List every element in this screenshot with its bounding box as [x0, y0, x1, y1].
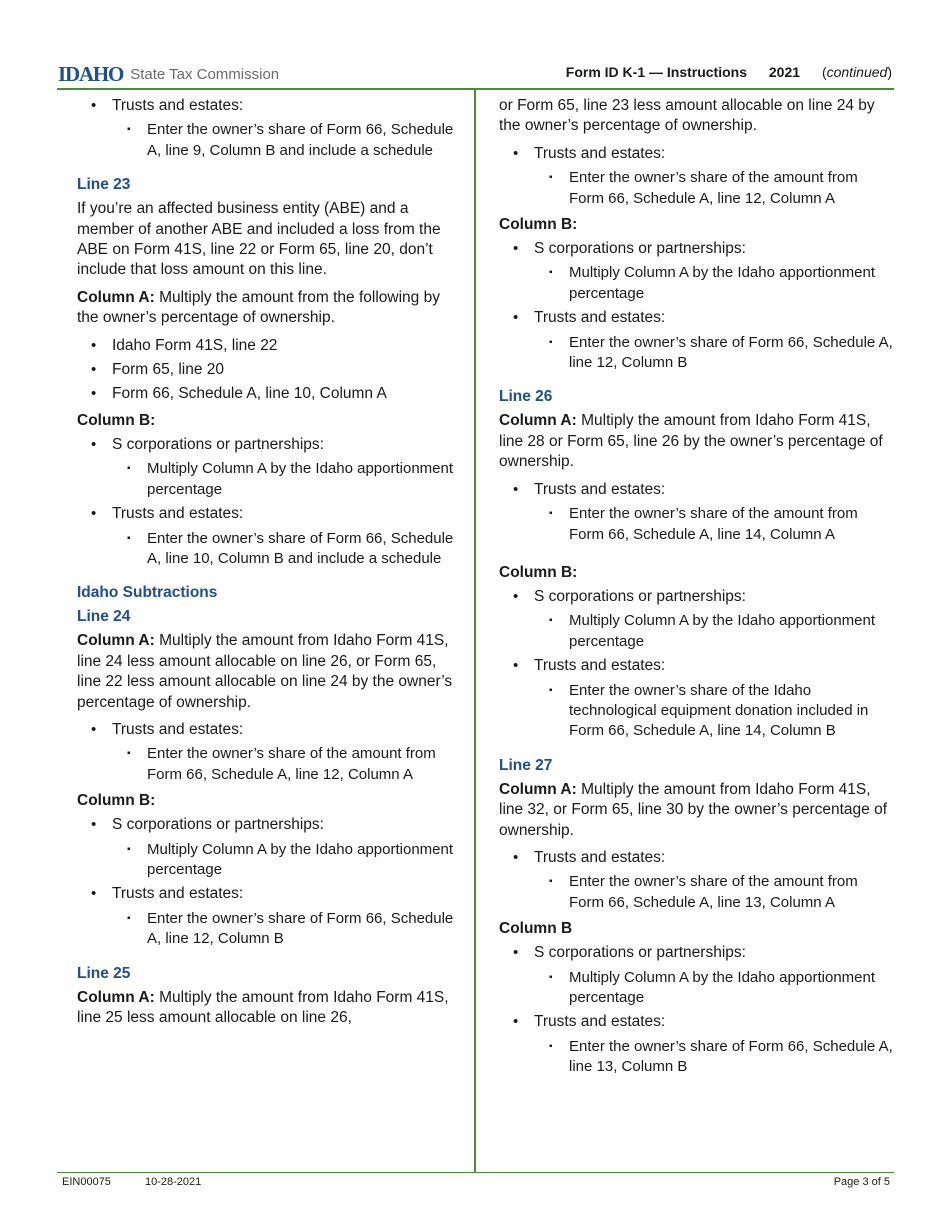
sub-list-item: ▪ Enter the owner’s share of Form 66, Schedule A, line 12, Column B: [549, 333, 893, 372]
line-26-column-a: Column A: Multiply the amount from Idaho Form 41S, line 28 or Form 65, line 26 by the owner’s percentage of ownership.: [499, 412, 883, 471]
page-header: [58, 60, 892, 88]
sub-list-item: ▪ Enter the owner’s share of the Idaho technological equipment donation included in Form 66, Schedule A, line 14, Column B: [549, 681, 869, 740]
continued-label: (continued): [821, 64, 892, 80]
sub-list-item: ▪ Enter the owner’s share of Form 66, Schedule A, line 12, Column B: [127, 909, 454, 948]
line-25-heading: Line 25: [77, 964, 131, 982]
list-item: • Trusts and estates: ▪ Enter the owner’s share of Form 66, Schedule A, line 12, Column B: [499, 308, 894, 373]
list-item: • Trusts and estates: ▪ Enter the owner’s share of Form 66, Schedule A, line 13, Column B: [499, 1012, 894, 1077]
form-title: Form ID K-1 — Instructions: [565, 64, 747, 80]
list-item: • Trusts and estates: ▪ Enter the owner’s share of the amount from Form 66, Schedule A, line 14, Column A: [499, 480, 894, 545]
sub-list-item: ▪ Enter the owner’s share of the amount from Form 66, Schedule A, line 13, Column A: [549, 873, 858, 911]
form-title-block: [566, 64, 892, 80]
line-27-column-a: Column A: Multiply the amount from Idaho Form 41S, line 32, or Form 65, line 30 by the owner’s percentage of ownership.: [499, 780, 888, 839]
footer-rule: [57, 1172, 894, 1173]
line-27-column-b: Column B: [499, 920, 573, 938]
line-23-heading: Line 23: [77, 176, 131, 194]
sub-list-item: ▪ Multiply Column A by the Idaho apportionment percentage: [549, 612, 876, 650]
list-item: • S corporations or partnerships: ▪ Multiply Column A by the Idaho apportionment percentage: [499, 587, 894, 652]
form-code: EIN00075: [62, 1176, 111, 1188]
revision-date: 10-28-2021: [145, 1176, 202, 1188]
idaho-subtractions-heading: Idaho Subtractions: [77, 584, 218, 602]
list-item: • S corporations or partnerships: ▪ Multiply Column A by the Idaho apportionment percentage: [77, 435, 455, 500]
page-number: Page 3 of 5: [833, 1176, 890, 1188]
line-24-column-b: Column B:: [77, 792, 156, 810]
sub-list-item: ▪ Enter the owner’s share of the amount from Form 66, Schedule A, line 12, Column A: [127, 745, 436, 783]
right-column: [499, 96, 894, 1082]
sub-list-item: ▪ Enter the owner’s share of Form 66, Schedule A, line 13, Column B: [549, 1037, 893, 1076]
list-item: • Trusts and estates: ▪ Enter the owner’s share of Form 66, Schedule A, line 9, Column B and include a schedule: [77, 96, 455, 161]
line-23-column-a: Column A: Multiply the amount from the following by the owner’s percentage of ownership.: [77, 288, 440, 327]
sub-list-item: ▪ Enter the owner’s share of the amount from Form 66, Schedule A, line 14, Column A: [549, 505, 858, 543]
sub-list-item: ▪ Enter the owner’s share of Form 66, Schedule A, line 10, Column B and include a schedule: [127, 529, 454, 567]
list-item: • S corporations or partnerships: ▪ Multiply Column A by the Idaho apportionment percentage: [499, 943, 894, 1008]
sub-list-item: ▪ Multiply Column A by the Idaho apportionment percentage: [127, 460, 454, 498]
sub-list-item: ▪ Multiply Column A by the Idaho apportionment percentage: [549, 968, 876, 1006]
sub-list-item: ▪ Enter the owner’s share of Form 66, Schedule A, line 9, Column B and include a schedule: [127, 121, 454, 159]
sub-list-item: ▪ Enter the owner’s share of the amount from Form 66, Schedule A, line 12, Column A: [549, 169, 858, 207]
list-item: • Form 66, Schedule A, line 10, Column A: [91, 385, 387, 403]
line-25-column-b: Column B:: [499, 216, 578, 234]
line-25-continued: or Form 65, line 23 less amount allocable on line 24 by the owner’s percentage of ownership.: [499, 97, 875, 135]
list-item: • Form 65, line 20: [91, 361, 224, 379]
list-item: • Trusts and estates: ▪ Enter the owner’s share of the Idaho technological equipment donation included in Form 66, Schedule A, line 14, Column B: [499, 656, 894, 742]
list-item: • S corporations or partnerships: ▪ Multiply Column A by the Idaho apportionment percentage: [499, 239, 894, 304]
line-25-column-a: Column A: Multiply the amount from Idaho Form 41S, line 25 less amount allocable on line 26,: [77, 988, 449, 1026]
logo-wordmark: IDAHO: [58, 62, 124, 86]
list-item: • Trusts and estates: ▪ Enter the owner’s share of Form 66, Schedule A, line 12, Column B: [77, 884, 455, 949]
line-23-intro: If you’re an affected business entity (ABE) and a member of another ABE and included a loss from the ABE on Form 41S, line 22 or Form 65, line 20, don’t include that loss amount on this line.: [77, 200, 441, 279]
sub-list-item: ▪ Multiply Column A by the Idaho apportionment percentage: [127, 840, 454, 878]
left-column: [77, 96, 455, 1035]
column-divider: [474, 90, 476, 1172]
list-item: • Trusts and estates: ▪ Enter the owner’s share of Form 66, Schedule A, line 10, Column B and include a schedule: [77, 504, 455, 569]
line-26-heading: Line 26: [499, 388, 553, 406]
line-27-heading: Line 27: [499, 756, 553, 774]
line-26-column-b: Column B:: [499, 563, 578, 581]
list-item: • Trusts and estates: ▪ Enter the owner’s share of the amount from Form 66, Schedule A, line 12, Column A: [77, 720, 455, 785]
line-23-column-b: Column B:: [77, 411, 156, 429]
list-item: • Idaho Form 41S, line 22: [91, 336, 278, 354]
line-24-column-a: Column A: Multiply the amount from Idaho Form 41S, line 24 less amount allocable on line 26, or Form 65, line 22 less amount allocable on line 24 by the owner’s percentage of ownership.: [77, 632, 453, 711]
idaho-logo: [58, 62, 279, 87]
tax-year: 2021: [768, 64, 801, 80]
agency-name: State Tax Commission: [130, 66, 280, 83]
list-item: • Trusts and estates: ▪ Enter the owner’s share of the amount from Form 66, Schedule A, line 12, Column A: [499, 144, 894, 209]
list-item: • Trusts and estates: ▪ Enter the owner’s share of the amount from Form 66, Schedule A, line 13, Column A: [499, 848, 894, 913]
line-24-heading: Line 24: [77, 608, 131, 626]
list-item: • S corporations or partnerships: ▪ Multiply Column A by the Idaho apportionment percentage: [77, 815, 455, 880]
sub-list-item: ▪ Multiply Column A by the Idaho apportionment percentage: [549, 264, 876, 302]
